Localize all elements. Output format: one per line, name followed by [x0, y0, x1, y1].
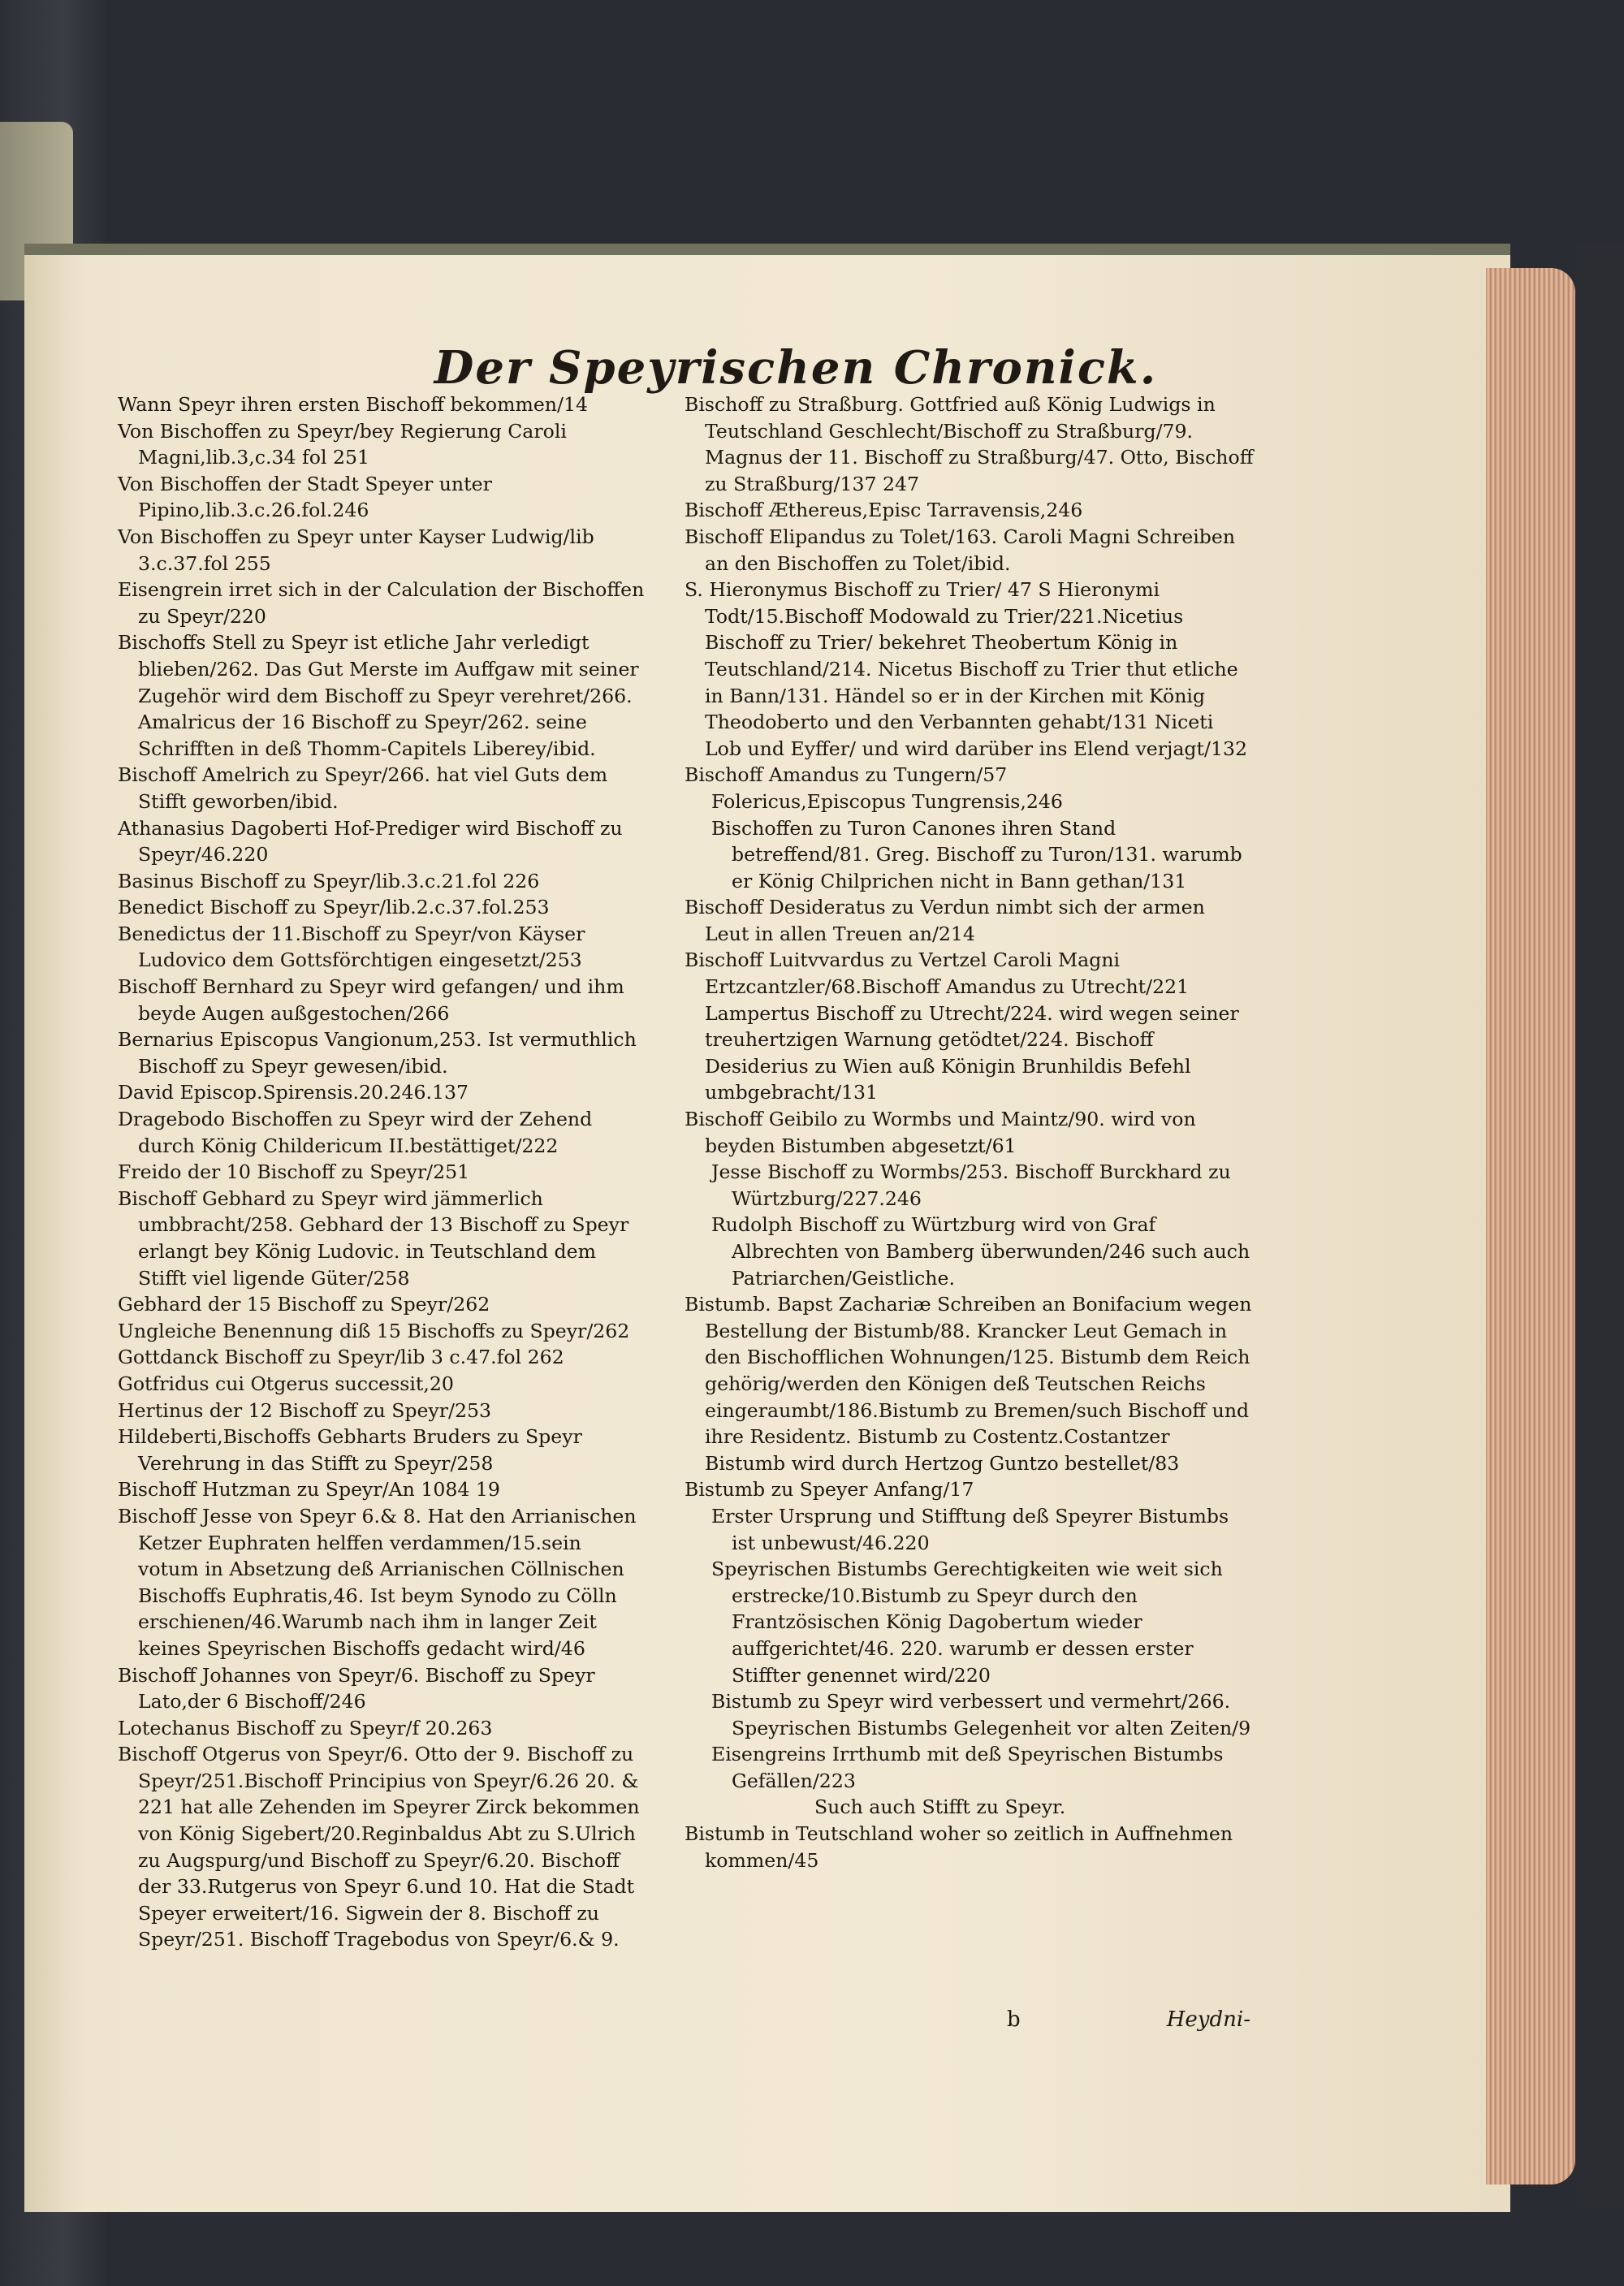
index-entry: Bischoff Luitvvardus zu Vertzel Caroli Magni Ertzcantzler/68.Bischoff Amandus zu Utrecht/221 Lampertus Bischoff zu Utrecht/224. wird wegen seiner treuhertzigen Warnung getödtet/224. Bischoff Desiderius zu Wien auß Königin Brunhildis Befehl umbgebracht/131: [685, 949, 1239, 1104]
index-entry: Bernarius Episcopus Vangionum,253. Ist vermuthlich Bischoff zu Speyr gewesen/ibid.: [118, 1028, 637, 1078]
index-subentry: Eisengreins Irrthumb mit deß Speyrischen Bistumbs Gefällen/223: [711, 1743, 1224, 1792]
index-entry: Benedictus der 11.Bischoff zu Speyr/von Käyser Ludovico dem Gottsförchtigen eingesetzt/253: [118, 922, 585, 972]
index-entry: S. Hieronymus Bischoff zu Trier/ 47 S Hieronymi Todt/15.Bischoff Modowald zu Trier/221.Nicetius Bischoff zu Trier/ bekehret Theobertum König in Teutschland/214. Nicetus Bischoff zu Trier thut etliche in Bann/131. Händel so er in der Kirchen mit König Theodoberto und den Verbannten gehabt/131 Niceti Lob und Eyffer/ und wird darüber ins Elend verjagt/132: [685, 578, 1247, 760]
page-footer: [1007, 2007, 1250, 2040]
index-entry: Basinus Bischoff zu Speyr/lib.3.c.21.fol 226: [118, 869, 540, 892]
index-column-left: [118, 391, 646, 1953]
page-edge-stack: [1486, 268, 1575, 2184]
index-entry: Hildeberti,Bischoffs Gebharts Bruders zu Speyr Verehrung in das Stifft zu Speyr/258: [118, 1425, 582, 1475]
index-entry: Von Bischoffen zu Speyr/bey Regierung Caroli Magni,lib.3,c.34 fol 251: [118, 419, 567, 469]
index-entry: Athanasius Dagoberti Hof-Prediger wird Bischoff zu Speyr/46.220: [118, 816, 623, 866]
index-entry: Bistumb. Bapst Zachariæ Schreiben an Bonifacium wegen Bestellung der Bistumb/88. Krancker Leut Gemach in den Bischofflichen Wohnungen/125. Bistumb dem Reich gehörig/werden den Königen deß Teutschen Reichs eingeraumbt/186.Bistumb zu Bremen/such Bischoff und ihre Residentz. Bistumb zu Costentz.Costantzer Bistumb wird durch Hertzog Guntzo bestellet/83: [685, 1293, 1252, 1475]
index-entry: Von Bischoffen zu Speyr unter Kayser Ludwig/lib 3.c.37.fol 255: [118, 525, 594, 575]
index-entry: Eisengrein irret sich in der Calculation der Bischoffen zu Speyr/220: [118, 578, 645, 628]
index-entry: Lotechanus Bischoff zu Speyr/f 20.263: [118, 1716, 493, 1739]
index-entry: Bischoffs Stell zu Speyr ist etliche Jahr verledigt blieben/262. Das Gut Merste im Auffgaw mit seiner Zugehör wird dem Bischoff zu Speyr verehret/266. Amalricus der 16 Bischoff zu Speyr/262. seine Schrifften in deß Thomm-Capitels Liberey/ibid.: [118, 631, 639, 760]
index-subentry: Speyrischen Bistumbs Gerechtigkeiten wie weit sich erstrecke/10.Bistumb zu Speyr durch den Frantzösischen König Dagobertum wieder auffgerichtet/46. 220. warumb er dessen erster Stiffter genennet wird/220: [711, 1558, 1223, 1687]
index-subentry: Bischoffen zu Turon Canones ihren Stand betreffend/81. Greg. Bischoff zu Turon/131. warumb er König Chilprichen nicht in Bann gethan/131: [711, 816, 1242, 892]
page-edge-shadow: [1575, 244, 1624, 2209]
index-entry: Benedict Bischoff zu Speyr/lib.2.c.37.fol.253: [118, 896, 550, 919]
index-entry: Gottdanck Bischoff zu Speyr/lib 3 c.47.fol 262: [118, 1346, 564, 1369]
index-cross-reference: Such auch Stifft zu Speyr.: [814, 1796, 1066, 1819]
index-entry: Bischoff Gebhard zu Speyr wird jämmerlich umbbracht/258. Gebhard der 13 Bischoff zu Speyr erlangt bey König Ludovic. in Teutschland dem Stifft viel ligende Güter/258: [118, 1186, 629, 1290]
index-entry: Gebhard der 15 Bischoff zu Speyr/262: [118, 1293, 490, 1316]
index-entry: Bischoff Elipandus zu Tolet/163. Caroli Magni Schreiben an den Bischoffen zu Tolet/ibid.: [685, 525, 1236, 575]
index-entry: Freido der 10 Bischoff zu Speyr/251: [118, 1160, 470, 1184]
index-entry: Bistumb zu Speyer Anfang/17: [685, 1478, 974, 1502]
signature-mark: b: [1007, 2007, 1021, 2032]
index-entry: Bistumb in Teutschland woher so zeitlich in Auffnehmen kommen/45: [685, 1822, 1233, 1872]
index-entry: Bischoff Bernhard zu Speyr wird gefangen/ und ihm beyde Augen außgestochen/266: [118, 975, 624, 1025]
index-entry: Bischoff Jesse von Speyr 6.& 8. Hat den Arrianischen Ketzer Euphraten helffen verdammen/15.sein votum in Absetzung deß Arrianischen Cöllnischen Bischoffs Euphratis,46. Ist beym Synodo zu Cölln erschienen/46.Warumb nach ihm in langer Zeit keines Speyrischen Bischoffs gedacht wird/46: [118, 1504, 637, 1660]
index-subentry: Folericus,Episcopus Tungrensis,246: [711, 789, 1063, 813]
index-entry: Dragebodo Bischoffen zu Speyr wird der Zehend durch König Childericum II.bestättiget/222: [118, 1108, 593, 1157]
index-subentry: Bistumb zu Speyr wird verbessert und vermehrt/266. Speyrischen Bistumbs Gelegenheit vor alten Zeiten/9: [711, 1690, 1251, 1739]
index-subentry: Jesse Bischoff zu Wormbs/253. Bischoff Burckhard zu Würtzburg/227.246: [711, 1160, 1231, 1210]
index-entry: Gotfridus cui Otgerus successit,20: [118, 1372, 454, 1395]
index-entry: Bischoff Otgerus von Speyr/6. Otto der 9. Bischoff zu Speyr/251.Bischoff Principius von Speyr/6.26 20. & 221 hat alle Zehenden im Speyrer Zirck bekommen von König Sigebert/20.Reginbaldus Abt zu S.Ulrich zu Augspurg/und Bischoff zu Speyr/6.20. Bischoff der 33.Rutgerus von Speyr 6.und 10. Hat die Stadt Speyer erweitert/16. Sigwein der 8. Bischoff zu Speyr/251. Bischoff Tragebodus von Speyr/6.& 9.: [118, 1743, 640, 1951]
index-entry: Bischoff zu Straßburg. Gottfried auß König Ludwigs in Teutschland Geschlecht/Bischoff zu Straßburg/79. Magnus der 11. Bischoff zu Straßburg/47. Otto, Bischoff zu Straßburg/137 247: [685, 393, 1254, 495]
index-entry: Bischoff Johannes von Speyr/6. Bischoff zu Speyr Lato,der 6 Bischoff/246: [118, 1663, 595, 1713]
index-entry: Bischoff Geibilo zu Wormbs und Maintz/90. wird von beyden Bistumben abgesetzt/61: [685, 1108, 1196, 1157]
index-entry: Bischoff Hutzman zu Speyr/An 1084 19: [118, 1478, 500, 1502]
index-entry: Ungleiche Benennung diß 15 Bischoffs zu Speyr/262: [118, 1319, 630, 1342]
index-entry: Hertinus der 12 Bischoff zu Speyr/253: [118, 1398, 492, 1422]
index-entry: Bischoff Amelrich zu Speyr/266. hat viel Guts dem Stifft geworben/ibid.: [118, 763, 608, 813]
running-head: Der Speyrischen Chronick.: [434, 341, 1158, 395]
index-subentry: Erster Ursprung und Stifftung deß Speyrer Bistumbs ist unbewust/46.220: [711, 1504, 1229, 1554]
index-entry: David Episcop.Spirensis.20.246.137: [118, 1081, 469, 1104]
index-entry: Wann Speyr ihren ersten Bischoff bekommen/14: [118, 393, 588, 416]
index-column-right: [685, 391, 1255, 1873]
index-entry: Bischoff Amandus zu Tungern/57: [685, 763, 1008, 787]
catchword: Heydni-: [1166, 2007, 1250, 2032]
index-entry: Von Bischoffen der Stadt Speyer unter Pipino,lib.3.c.26.fol.246: [118, 472, 492, 522]
index-entry: Bischoff Æthereus,Episc Tarravensis,246: [685, 499, 1083, 522]
index-subentry: Rudolph Bischoff zu Würtzburg wird von Graf Albrechten von Bamberg überwunden/246 such auch Patriarchen/Geistliche.: [711, 1213, 1250, 1290]
index-entry: Bischoff Desideratus zu Verdun nimbt sich der armen Leut in allen Treuen an/214: [685, 896, 1205, 945]
